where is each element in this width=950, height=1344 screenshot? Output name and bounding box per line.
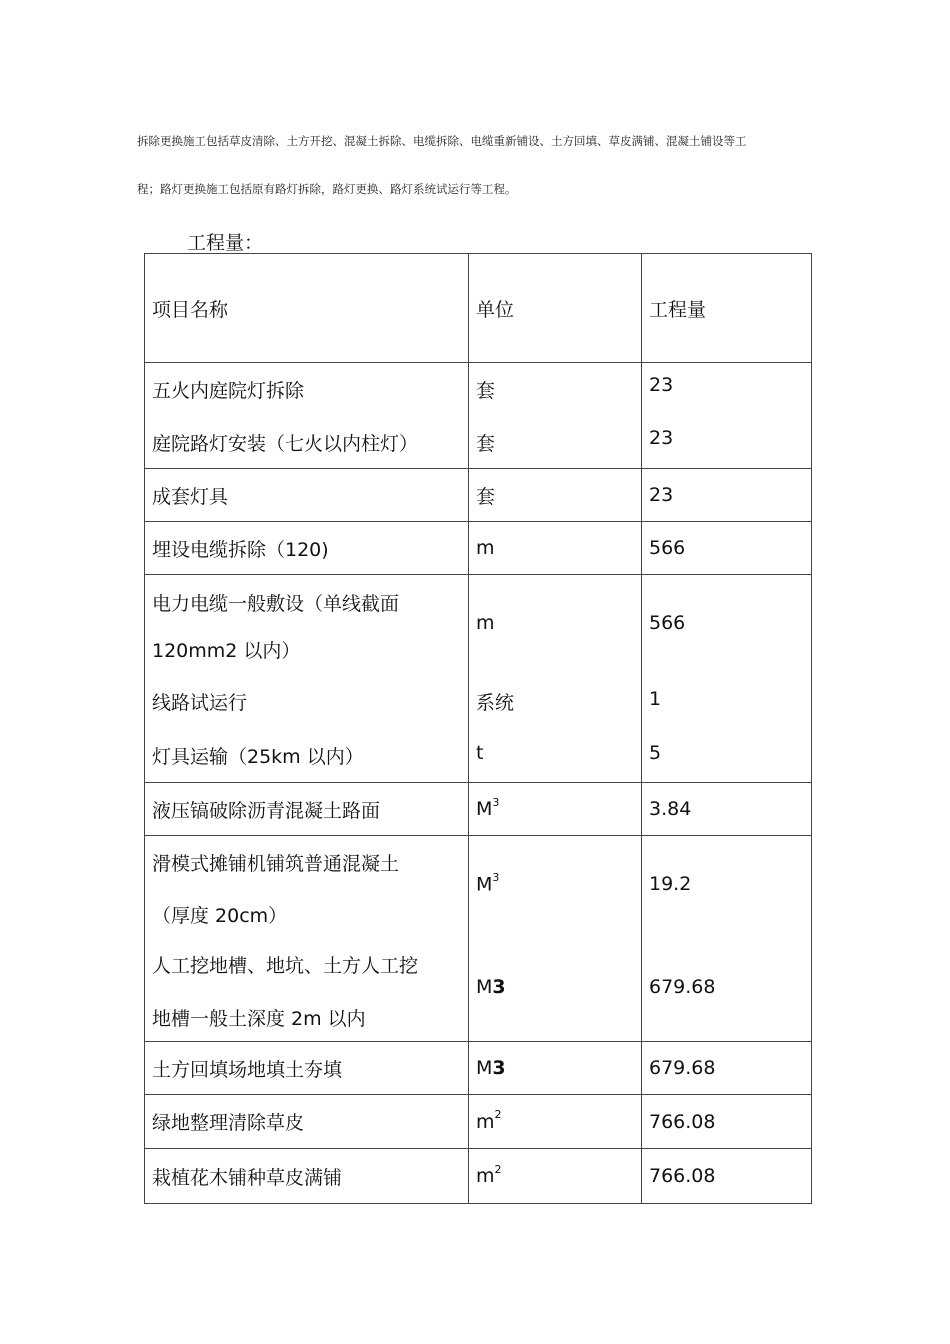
row-qty: 5 — [649, 742, 662, 764]
row-qty-cell — [642, 1149, 812, 1204]
row-name: 五火内庭院灯拆除 — [152, 380, 305, 402]
row-unit: 系统 — [476, 692, 515, 714]
row-name-cell — [145, 363, 469, 469]
row-qty: 23 — [649, 427, 674, 449]
row-name: 土方回填场地填土夯填 — [152, 1058, 343, 1081]
row-unit-cell — [469, 836, 642, 1042]
row-name-cell — [145, 575, 469, 783]
row-unit: m — [476, 537, 495, 559]
row-name-cell — [145, 469, 469, 522]
row-name: 栽植花木铺种草皮满铺 — [152, 1166, 343, 1189]
row-unit-cell — [469, 1042, 642, 1095]
row-name: 灯具运输（25km 以内） — [152, 746, 364, 768]
row-qty-cell — [642, 1042, 812, 1095]
row-name-cell — [145, 783, 469, 836]
table-row — [145, 575, 812, 783]
row-qty: 3.84 — [649, 798, 692, 820]
row-qty-cell — [642, 363, 812, 469]
row-unit: $m^2$ — [476, 1108, 502, 1133]
row-unit: 套 — [476, 380, 496, 402]
row-qty: 566 — [649, 537, 686, 559]
row-name: 成套灯具 — [152, 485, 229, 508]
row-name: 埋设电缆拆除（120) — [152, 538, 329, 561]
row-name-cell — [145, 836, 469, 1042]
header-name: 项目名称 — [145, 254, 469, 363]
row-unit-cell — [469, 575, 642, 783]
row-unit-cell — [469, 522, 642, 575]
row-qty: 766.08 — [649, 1165, 716, 1187]
header-unit: 单位 — [469, 254, 642, 363]
row-unit: m — [476, 612, 495, 634]
row-unit-cell — [469, 1149, 642, 1204]
row-unit-cell — [469, 783, 642, 836]
row-unit: $m^2$ — [476, 1162, 502, 1188]
row-qty-cell — [642, 522, 812, 575]
row-name: （厚度 20cm） — [152, 905, 288, 927]
row-qty-cell — [642, 783, 812, 836]
row-qty: 19.2 — [649, 873, 692, 895]
row-name: 人工挖地槽、地坑、土方人工挖 — [152, 955, 419, 977]
row-name: 滑模式摊铺机铺筑普通混凝土 — [152, 853, 400, 875]
row-name: 绿地整理清除草皮 — [152, 1112, 305, 1134]
row-name: 地槽一般土深度 2m 以内 — [152, 1008, 366, 1030]
quantity-table — [144, 253, 812, 1204]
row-qty: 23 — [649, 374, 674, 396]
table-header-row — [145, 254, 812, 363]
row-qty: 23 — [649, 484, 674, 506]
row-name: 线路试运行 — [152, 692, 248, 714]
row-qty-cell — [642, 836, 812, 1042]
row-qty: 566 — [649, 612, 686, 634]
row-unit: M3 — [476, 1057, 506, 1079]
row-qty: 1 — [649, 688, 662, 710]
row-unit: 套 — [476, 433, 496, 455]
row-unit-cell — [469, 469, 642, 522]
row-name: 120mm2 以内） — [152, 640, 301, 662]
table-row — [145, 469, 812, 522]
intro-line-1: 拆除更换施工包括草皮清除、土方开挖、混凝土拆除、电缆拆除、电缆重新铺设、土方回填、草皮满铺、混凝土铺设等工 — [137, 134, 747, 148]
row-qty-cell — [642, 469, 812, 522]
section-heading: 工程量： — [187, 232, 264, 254]
row-name: 液压镐破除沥青混凝土路面 — [152, 799, 381, 822]
intro-line-2: 程；路灯更换施工包括原有路灯拆除，路灯更换、路灯系统试运行等工程。 — [137, 182, 517, 196]
row-qty: 766.08 — [649, 1110, 716, 1133]
table-row — [145, 1095, 812, 1149]
row-qty: 679.68 — [649, 1057, 716, 1079]
table-row — [145, 522, 812, 575]
row-unit: M3 — [476, 976, 506, 998]
header-qty: 工程量 — [642, 254, 812, 363]
row-name-cell — [145, 1095, 469, 1149]
table-row — [145, 783, 812, 836]
row-name: 庭院路灯安装（七火以内柱灯） — [152, 433, 419, 455]
row-unit: $M^3$ — [476, 795, 500, 821]
row-unit-cell — [469, 363, 642, 469]
table-row — [145, 1149, 812, 1204]
row-name-cell — [145, 522, 469, 575]
row-name-cell — [145, 1042, 469, 1095]
row-name: 电力电缆一般敷设（单线截面 — [152, 593, 400, 615]
row-unit: 套 — [476, 485, 496, 508]
row-unit: $M^3$ — [476, 871, 500, 896]
row-qty-cell — [642, 575, 812, 783]
row-name-cell — [145, 1149, 469, 1204]
table-row — [145, 836, 812, 1042]
row-qty: 679.68 — [649, 976, 716, 998]
table-row — [145, 1042, 812, 1095]
row-unit-cell — [469, 1095, 642, 1149]
table-row — [145, 363, 812, 469]
row-unit: t — [476, 742, 484, 764]
row-qty-cell — [642, 1095, 812, 1149]
